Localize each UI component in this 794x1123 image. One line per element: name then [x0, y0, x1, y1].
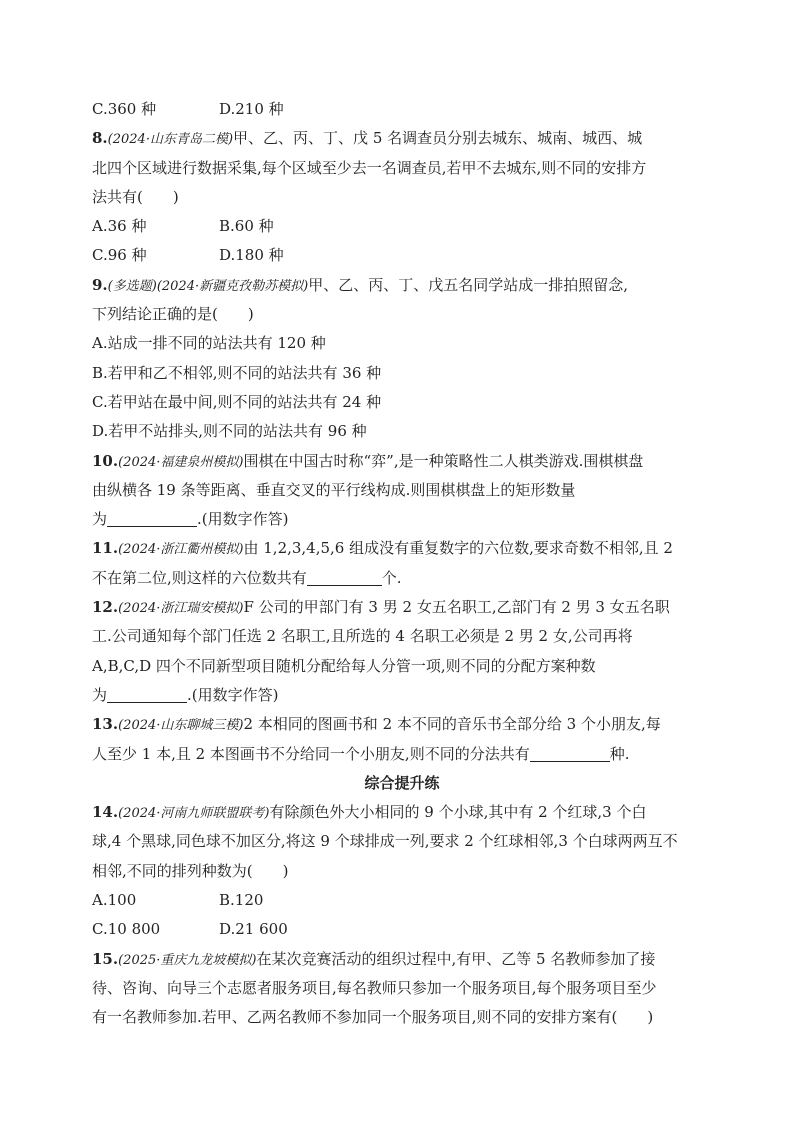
q14-option-b[interactable]: B.120 [219, 891, 264, 910]
q12-line-3: A,B,C,D 四个不同新型项目随机分配给每人分管一项,则不同的分配方案种数 [92, 656, 596, 675]
q12-answer-blank[interactable] [107, 684, 187, 703]
q15-line-3: 有一名教师参加.若甲、乙两名教师不参加同一个服务项目,则不同的安排方案有( ) [92, 1008, 654, 1027]
q14-text: 有除颜色外大小相同的 9 个小球,其中有 2 个红球,3 个白 [269, 803, 647, 822]
q11-answer-suffix: 个. [381, 568, 402, 587]
q9-option-c[interactable]: C.若甲站在最中间,则不同的站法共有 24 种 [92, 392, 382, 411]
q13-line-2 [92, 740, 712, 769]
q11-answer-prefix: 不在第二位,则这样的六位数共有 [92, 568, 307, 587]
q14-number: 14. [92, 803, 119, 822]
q8-option-a[interactable]: A.36 种 [92, 217, 147, 236]
q15-line-2: 待、咨询、向导三个志愿者服务项目,每名教师只参加一个服务项目,每个服务项目至少 [92, 978, 657, 997]
q14-line-3: 相邻,不同的排列种数为( ) [92, 861, 289, 880]
question-page [92, 95, 712, 1033]
q8-option-c[interactable]: C.96 种 [92, 246, 147, 265]
q8-options-row-2 [92, 241, 712, 270]
q12-text: F 公司的甲部门有 3 男 2 女五名职工,乙部门有 2 男 3 女五名职 [243, 598, 670, 617]
q10-text: 围棋在中国古时称“弈”,是一种策略性二人棋类游戏.围棋棋盘 [243, 451, 644, 470]
q8-line-2: 北四个区域进行数据采集,每个区域至少去一名调查员,若甲不去城东,则不同的安排方 [92, 158, 647, 177]
q14-option-a[interactable]: A.100 [92, 891, 137, 910]
q12-line-4 [92, 681, 712, 710]
q12-answer-prefix: 为 [92, 685, 108, 704]
q10-answer-prefix: 为 [92, 510, 108, 529]
section-title: 综合提升练 [364, 773, 440, 792]
q7-option-d[interactable]: D.210 种 [219, 100, 284, 118]
q13-text: 2 本相同的图画书和 2 本不同的音乐书全部分给 3 个小朋友,每 [243, 715, 661, 734]
q15-source: (2025·重庆九龙坡模拟) [118, 952, 257, 968]
q13-number: 13. [92, 715, 119, 734]
q11-answer-blank[interactable] [307, 567, 382, 586]
q9-line-2: 下列结论正确的是( ) [92, 305, 254, 324]
q8-line-3: 法共有( ) [92, 187, 179, 206]
q10-answer-suffix: .(用数字作答) [197, 510, 289, 529]
q13-answer-blank[interactable] [530, 743, 610, 762]
q9-line-1 [92, 271, 712, 300]
q10-answer-blank[interactable] [107, 508, 197, 527]
q13-line-1 [92, 710, 712, 739]
q11-text: 由 1,2,3,4,5,6 组成没有重复数字的六位数,要求奇数不相邻,且 2 [243, 539, 673, 558]
q11-line-2 [92, 564, 712, 593]
q13-source: (2024·山东聊城三模) [118, 718, 244, 734]
q8-option-b[interactable]: B.60 种 [219, 217, 274, 236]
q15-number: 15. [92, 949, 119, 968]
q8-text: 甲、乙、丙、丁、戊 5 名调查员分别去城东、城南、城西、城 [233, 129, 643, 148]
q12-answer-suffix: .(用数字作答) [187, 685, 279, 704]
q8-line-1 [92, 124, 712, 153]
q14-line-1 [92, 798, 712, 827]
q10-line-2: 由纵横各 19 条等距离、垂直交叉的平行线构成.则围棋棋盘上的矩形数量 [92, 480, 576, 499]
q9-source: (多选题)(2024·新疆克孜勒苏模拟) [107, 278, 309, 294]
q10-number: 10. [92, 451, 119, 470]
q9-option-b[interactable]: B.若甲和乙不相邻,则不同的站法共有 36 种 [92, 363, 382, 382]
q15-text: 在某次竞赛活动的组织过程中,有甲、乙等 5 名教师参加了接 [256, 949, 656, 968]
q14-options-row-2 [92, 915, 712, 944]
q9-option-d[interactable]: D.若甲不站排头,则不同的站法共有 96 种 [92, 422, 367, 441]
q8-source: (2024·山东青岛二模) [107, 132, 234, 148]
q12-source: (2024·浙江瑞安模拟) [118, 601, 244, 617]
q11-source: (2024·浙江衢州模拟) [118, 542, 244, 558]
q10-source: (2024·福建泉州模拟) [118, 454, 244, 470]
q7-options [92, 95, 712, 124]
q15-line-1 [92, 945, 712, 974]
q14-source: (2024·河南九师联盟联考) [118, 806, 270, 822]
q9-text: 甲、乙、丙、丁、戊五名同学站成一排拍照留念, [308, 275, 628, 294]
q8-option-d[interactable]: D.180 种 [219, 246, 284, 265]
q14-line-2: 球,4 个黑球,同色球不加区分,将这 9 个球排成一列,要求 2 个红球相邻,3 个白球两两互不 [92, 832, 678, 851]
q11-number: 11. [92, 539, 119, 558]
q14-option-c[interactable]: C.10 800 [92, 920, 161, 939]
q12-line-2: 工.公司通知每个部门任选 2 名职工,且所选的 4 名职工必须是 2 男 2 女,公司再将 [92, 627, 633, 646]
q12-line-1 [92, 593, 712, 622]
q13-answer-suffix: 种. [609, 744, 630, 763]
q9-number: 9. [92, 275, 108, 294]
q14-options-row-1 [92, 886, 712, 915]
q10-line-1 [92, 447, 712, 476]
q8-number: 8. [92, 129, 108, 148]
q9-option-a[interactable]: A.站成一排不同的站法共有 120 种 [92, 334, 326, 353]
q8-options-row-1 [92, 212, 712, 241]
q14-option-d[interactable]: D.21 600 [219, 920, 288, 939]
q7-option-c[interactable]: C.360 种 [92, 100, 157, 118]
q11-line-1 [92, 534, 712, 563]
q10-line-3 [92, 505, 712, 534]
q13-answer-prefix: 人至少 1 本,且 2 本图画书不分给同一个小朋友,则不同的分法共有 [92, 744, 530, 763]
q12-number: 12. [92, 598, 119, 617]
